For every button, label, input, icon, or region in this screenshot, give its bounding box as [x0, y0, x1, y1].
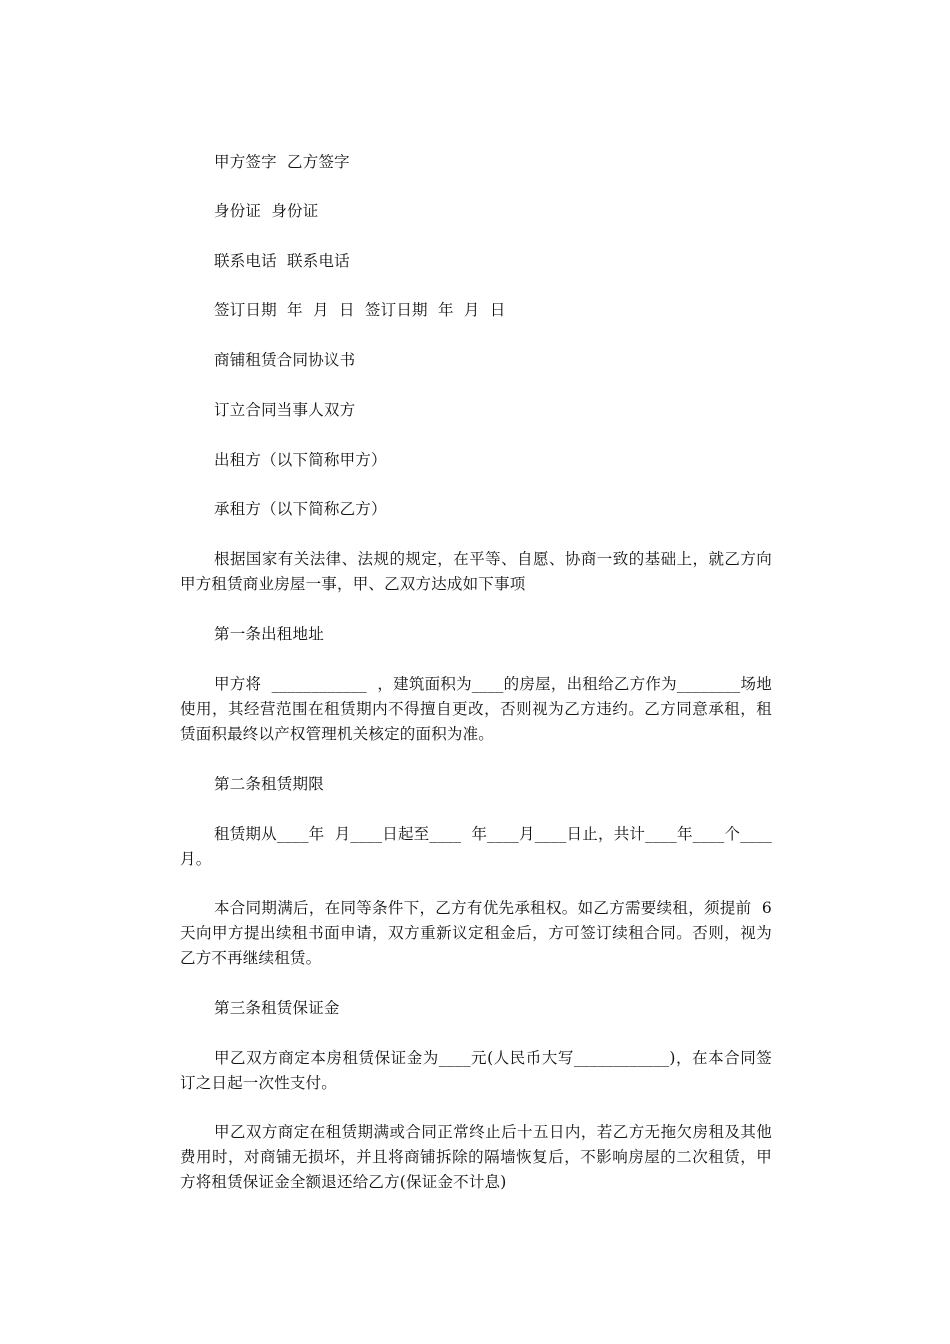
sign-date-line: 签订日期 年 月 日 签订日期 年 月 日	[214, 301, 506, 319]
article-1-heading: 第一条出租地址	[214, 625, 324, 643]
phone-line: 联系电话 联系电话	[214, 252, 350, 270]
id-card-line: 身份证 身份证	[214, 202, 319, 220]
parties-heading: 订立合同当事人双方	[214, 401, 356, 419]
contract-title: 商铺租赁合同协议书	[214, 351, 356, 369]
preamble-paragraph: 根据国家有关法律、法规的规定，在平等、自愿、协商一致的基础上，就乙方向甲方租赁商业房屋一事，甲、乙双方达成如下事项	[180, 550, 772, 593]
article-3-heading: 第三条租赁保证金	[214, 999, 340, 1017]
renewal-paragraph: 本合同期满后，在同等条件下，乙方有优先承租权。如乙方需要续租，须提前 6 天向甲方提出续租书面申请，双方重新议定租金后，方可签订续租合同。否则，视为乙方不再继续租赁。	[180, 899, 783, 967]
deposit-amount-paragraph: 甲乙双方商定本房租赁保证金为____元(人民币大写____________)，在本合同签订之日起一次性支付。	[180, 1049, 772, 1092]
article-2-heading: 第二条租赁期限	[214, 775, 324, 793]
lessee-line: 承租方（以下简称乙方）	[214, 500, 387, 518]
article-1-paragraph: 甲方将 ____________ ，建筑面积为____的房屋，出租给乙方作为________场地使用，其经营范围在租赁期内不得擅自更改，否则视为乙方违约。乙方同意承租，租赁面积最终以产权管理机关核定的面积为准。	[180, 675, 772, 743]
lessor-line: 出租方（以下简称甲方）	[214, 451, 387, 469]
lease-term-paragraph: 租赁期从____年 月____日起至____ 年____月____日止，共计____年____个____月。	[180, 825, 772, 868]
signature-line: 甲方签字 乙方签字	[214, 153, 350, 171]
deposit-refund-paragraph: 甲乙双方商定在租赁期满或合同正常终止后十五日内，若乙方无拖欠房租及其他费用时，对商铺无损坏，并且将商铺拆除的隔墙恢复后，不影响房屋的二次租赁，甲方将租赁保证金全额退还给乙方(保证金不计息)	[180, 1123, 772, 1191]
